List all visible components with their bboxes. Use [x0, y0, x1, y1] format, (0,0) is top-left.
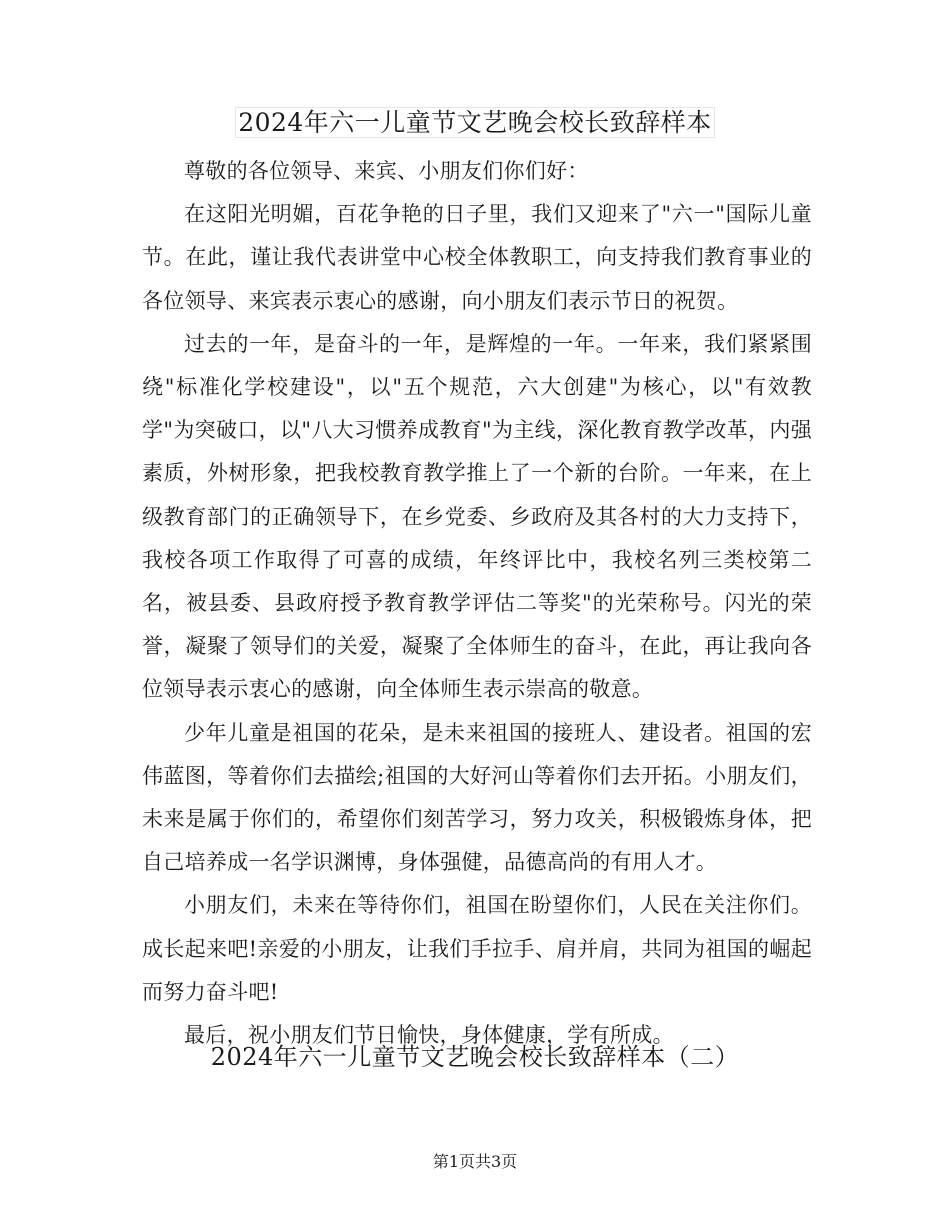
paragraph-greeting: 尊敬的各位领导、来宾、小朋友们你们好： — [184, 159, 589, 183]
paragraph-3: 少年儿童是祖国的花朵，是未来祖国的接班人、建设者。祖国的宏伟蓝图，等着你们去描绘;祖国的大好河山等着你们去开拓。小朋友们，未来是属于你们的，希望你们刻苦学习，努力攻关，积极锻炼身体，把自己培养成一名学识渊博，身体强健，品德高尚的有用人才。 — [142, 720, 812, 875]
document-body — [142, 150, 812, 1057]
next-section-title: 2024年六一儿童节文艺晚会校长致辞样本（二） — [210, 1043, 740, 1071]
paragraph-4: 小朋友们，未来在等待你们，祖国在盼望你们，人民在关注你们。成长起来吧!亲爱的小朋友，让我们手拉手、肩并肩，共同为祖国的崛起而努力奋斗吧! — [142, 893, 812, 1004]
paragraph-1: 在这阳光明媚，百花争艳的日子里，我们又迎来了"六一"国际儿童节。在此，谨让我代表讲堂中心校全体教职工，向支持我们教育事业的各位领导、来宾表示衷心的感谢，向小朋友们表示节日的祝贺。 — [142, 202, 812, 313]
paragraph-2: 过去的一年，是奋斗的一年，是辉煌的一年。一年来，我们紧紧围绕"标准化学校建设"，以"五个规范，六大创建"为核心，以"有效教学"为突破口，以"八大习惯养成教育"为主线，深化教育教学改革，内强素质，外树形象，把我校教育教学推上了一个新的台阶。一年来，在上级教育部门的正确领导下，在乡党委、乡政府及其各村的大力支持下，我校各项工作取得了可喜的成绩，年终评比中，我校名列三类校第二名，被县委、县政府授予教育教学评估二等奖"的光荣称号。闪光的荣誉，凝聚了领导们的关爱，凝聚了全体师生的奋斗，在此，再让我向各位领导表示衷心的感谢，向全体师生表示崇高的敬意。 — [142, 331, 812, 702]
document-title — [0, 104, 950, 142]
document-title-text: 2024年六一儿童节文艺晚会校长致辞样本 — [235, 107, 715, 138]
paragraph-closing: 最后，祝小朋友们节日愉快，身体健康，学有所成。 — [184, 1023, 674, 1048]
page-footer: 第1页共3页 — [432, 1152, 518, 1171]
